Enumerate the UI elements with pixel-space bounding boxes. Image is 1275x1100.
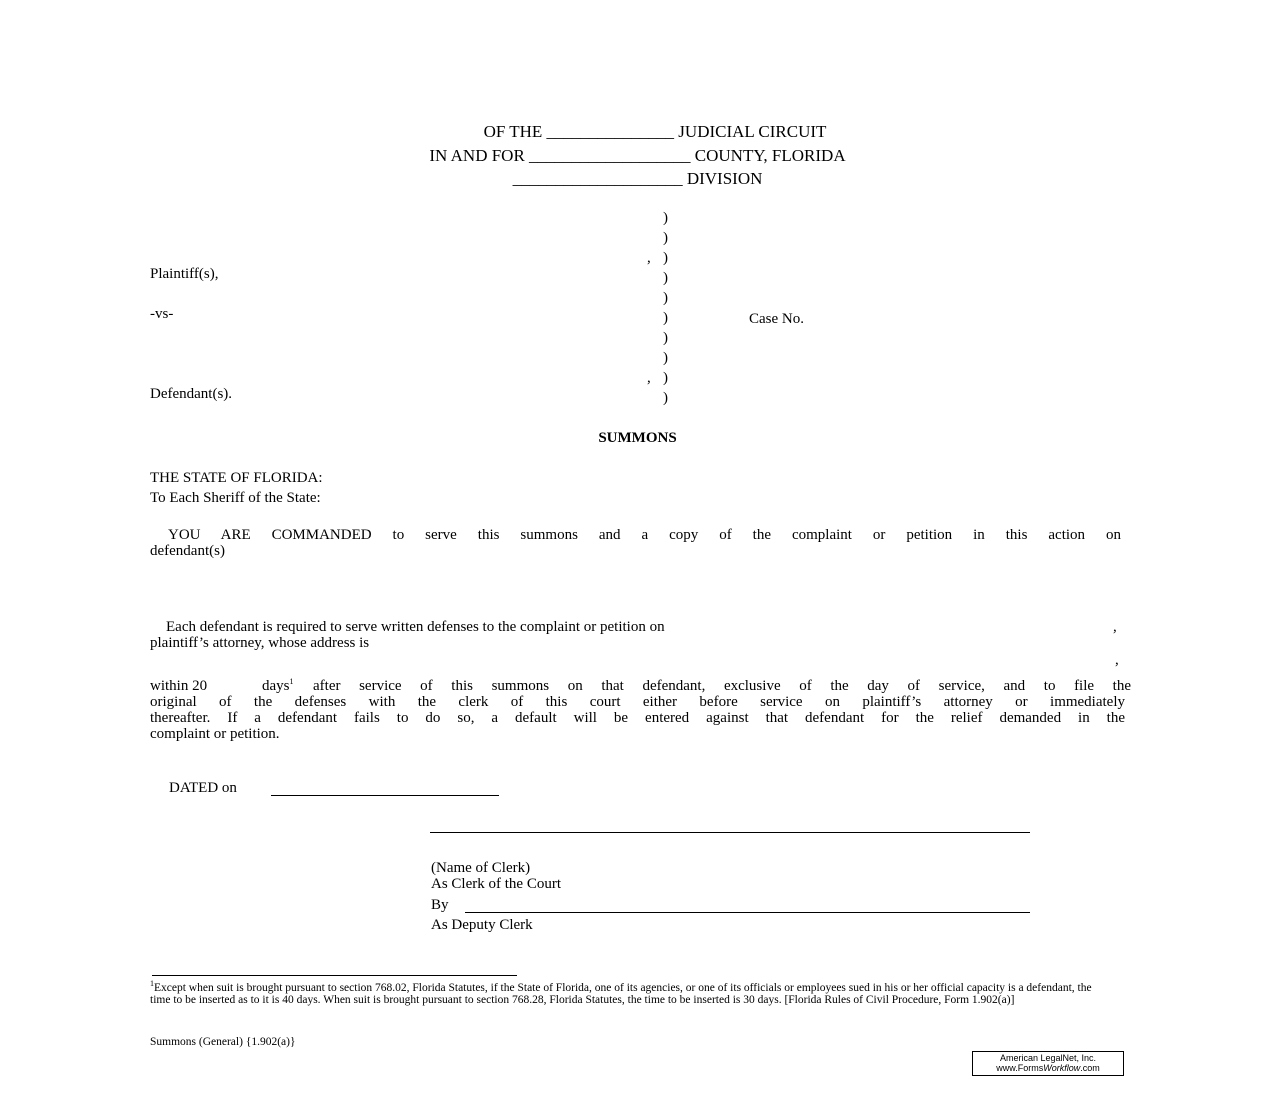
caption-paren: )	[663, 210, 668, 226]
within-line-3: thereafter. If a defendant fails to do so, a default will be entered against that defendant for the relief demanded in the	[150, 710, 1125, 726]
dated-label: DATED on	[169, 780, 237, 796]
header-line-circuit: OF THE _______________ JUDICIAL CIRCUIT	[483, 122, 827, 141]
command-line-1: YOU ARE COMMANDED to serve this summons and a copy of the complaint or petition in this action on	[168, 527, 1121, 543]
header-line-county: IN AND FOR ___________________ COUNTY, FLORIDA	[429, 146, 846, 165]
to-each-sheriff: To Each Sheriff of the State:	[150, 490, 321, 506]
days-label: days	[262, 678, 290, 694]
defendant-label: Defendant(s).	[150, 386, 233, 402]
document-title: SUMMONS	[598, 430, 677, 446]
defenses-line-1: Each defendant is required to serve written defenses to the complaint or petition on	[166, 619, 665, 635]
caption-paren: )	[663, 370, 668, 386]
within-line-2: original of the defenses with the clerk of this court either before service on plaintiff’s attorney or immediately	[150, 694, 1125, 710]
brand-url-prefix: www.Forms	[996, 1063, 1044, 1073]
dated-blank-line[interactable]	[271, 795, 499, 796]
footnote	[150, 979, 1110, 1006]
defenses-line-2: plaintiff’s attorney, whose address is	[150, 635, 370, 651]
brand-line-2	[973, 1063, 1123, 1073]
caption-paren: )	[663, 310, 668, 326]
defenses-comma-2: ,	[1115, 652, 1119, 668]
caption-paren: )	[663, 250, 668, 266]
within-days-word	[262, 678, 294, 695]
caption-comma-plaintiff: ,	[647, 250, 651, 266]
caption-paren: )	[663, 330, 668, 346]
vs-label: -vs-	[150, 306, 174, 322]
clerk-signature-line[interactable]	[430, 832, 1030, 833]
as-clerk-of-court: As Clerk of the Court	[431, 876, 561, 892]
within-days-prefix: within 20	[150, 678, 208, 694]
footnote-ref: 1	[289, 677, 294, 686]
caption-paren: )	[663, 350, 668, 366]
brand-url-italic: Workflow	[1043, 1063, 1081, 1073]
as-deputy-clerk: As Deputy Clerk	[431, 917, 533, 933]
name-of-clerk: (Name of Clerk)	[431, 860, 531, 876]
command-line-2: defendant(s)	[150, 543, 225, 559]
header-line-division: ____________________ DIVISION	[512, 169, 763, 188]
by-label: By	[431, 897, 449, 913]
within-line-4: complaint or petition.	[150, 726, 280, 742]
brand-url-suffix: .com	[1080, 1063, 1100, 1073]
brand-line-1: American LegalNet, Inc.	[999, 1053, 1097, 1063]
footnote-text: Except when suit is brought pursuant to section 768.02, Florida Statutes, if the State of Florida, one of its agencies, or one of its officials or employees sued in his or her official capacity is a defendant, the time to be inserted as to it is 40 days. When suit is brought pursuant to section 768.28, Florida Statutes, the time to be inserted is 30 days. [Florida Rules of Civil Procedure, Form 1.902(a)]	[150, 982, 1092, 1006]
deputy-signature-line[interactable]	[465, 912, 1030, 913]
american-legalnet-logo	[972, 1051, 1124, 1076]
form-id: Summons (General) {1.902(a)}	[150, 1036, 296, 1048]
footnote-marker: 1	[150, 979, 154, 989]
plaintiff-label: Plaintiff(s),	[150, 266, 219, 282]
caption-paren: )	[663, 290, 668, 306]
caption-paren: )	[663, 390, 668, 406]
footnote-separator	[152, 975, 517, 976]
caption-paren: )	[663, 270, 668, 286]
caption-comma-defendant: ,	[647, 370, 651, 386]
state-of-florida: THE STATE OF FLORIDA:	[150, 470, 323, 486]
caption-paren: )	[663, 230, 668, 246]
within-line-1: after service of this summons on that defendant, exclusive of the day of service, and to file the	[313, 678, 1131, 694]
case-number-label: Case No.	[749, 311, 804, 327]
defenses-comma-1: ,	[1113, 619, 1117, 635]
